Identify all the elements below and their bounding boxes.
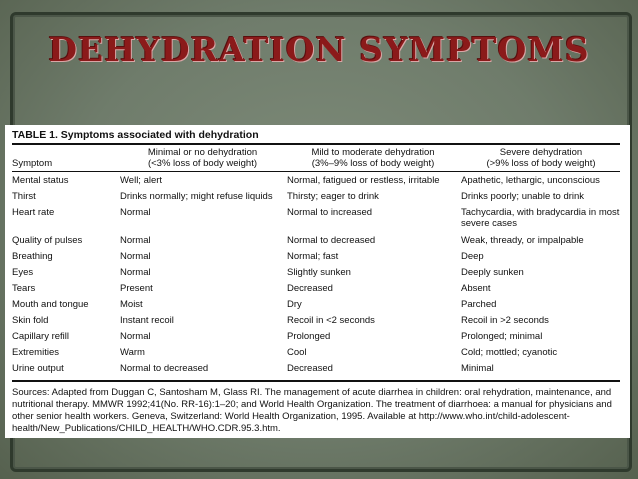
symptoms-table: TABLE 1. Symptoms associated with dehydration Symptom Minimal or no dehydration (<3% loss of body weight) Mild to moderate dehydration (3%–9% loss of body weight) Severe dehydration (>9% loss of body weight) Mental status Well; alert Normal, fatigued or restless, irritable Apathetic, lethargic, unconscious Thirst Drinks normally; might refuse liquids Thirsty; eager to drink Drinks poorly; unable to drink Heart rate Normal Normal to increased Tachycardia, with bradycardia in most severe cases Quality of pulses Normal Normal to decreased Weak, thready, or impalpable Breathing Normal Normal; fast Deep Eyes Normal Slightly sunken Deeply sunken Tears Present Decreased Absent Mouth and tongue Moist Dry Parched Skin fold Instant recoil Recoil in <2 seconds Recoil in >2 seconds Capillary refill Normal Prolonged Prolonged; minimal Extremities Warm Cool Cold; mottled; cyanotic Urine output Normal to decreased Decreased Minimal Sources: Adapted from Duggan C, Santosham M, Glass RI. The management of acute diarrhea in children: oral rehydration, maintenance, and nutritional therapy. MMWR 1992;41(No. RR-16):1–20; and World Health Organization. The treatment of diarrhoea: a manual for physicians and other senior health workers. Geneva, Switzerland: World Health Organization, 1995. Available at http://www.who.int/child-adolescent-health/New_Publications/CHILD_HEALTH/WHO.CDR.95.3.htm. — [5, 125, 630, 438]
header-rule — [12, 171, 620, 172]
table-caption: TABLE 1. Symptoms associated with dehydration — [12, 129, 259, 141]
header-mild-moderate: Mild to moderate dehydration (3%–9% loss of body weight) — [311, 147, 435, 169]
header-symptom: Symptom — [12, 158, 53, 169]
header-severe: Severe dehydration (>9% loss of body weight) — [486, 147, 596, 169]
table-sources: Sources: Adapted from Duggan C, Santosham M, Glass RI. The management of acute diarrhea in children: oral rehydration, maintenance, and nutritional therapy. MMWR 1992;41(No. RR-16):1–20; and World Health Organization. The treatment of diarrhoea: a manual for physicians and other senior health workers. Geneva, Switzerland: World Health Organization, 1995. Available at http://www.who.int/child-adolescent-health/New_Publications/CHILD_HEALTH/WHO.CDR.95.3.htm. — [12, 387, 612, 434]
table-top-rule — [12, 143, 620, 145]
table-bottom-rule — [12, 380, 620, 382]
slide-title: DEHYDRATION SYMPTOMS — [48, 30, 590, 69]
header-minimal: Minimal or no dehydration (<3% loss of body weight) — [147, 147, 258, 169]
